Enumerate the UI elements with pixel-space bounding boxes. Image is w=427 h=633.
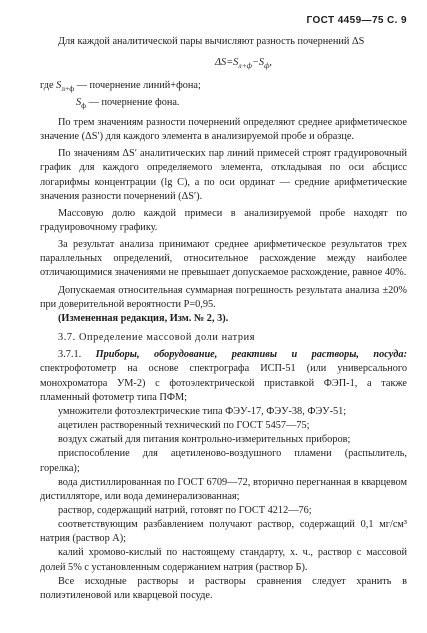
list-item: умножители фотоэлектрические типа ФЭУ-17, ФЭУ-38, ФЭУ-51;: [58, 405, 347, 417]
paragraph-graph: По значениям ΔS′ аналитических пар линий примесей строят градуировочный график для каждого определяемого элемента, откладывая по оси абсцисс логарифмы концентрации (lg C), а по оси ординат — средние арифметические значения разности почернений (ΔS′).: [40, 148, 407, 202]
section-371-title: Приборы, оборудование, реактивы и растворы, посуда:: [95, 349, 407, 361]
formula-term1-sub: л+ф: [238, 61, 252, 71]
section-371-number: 3.7.1.: [58, 349, 82, 361]
section-371: [40, 348, 407, 405]
page-header: ГОСТ 4459—75 С. 9: [306, 15, 407, 26]
where-s1-text: — почернение линий+фона;: [76, 79, 201, 91]
paragraph-error: Допускаемая относительная суммарная погрешность результата анализа ±20% при доверительной вероятности P=0,95.: [40, 284, 407, 310]
paragraph-mean: По трем значениям разности почернений определяют среднее арифметическое значение (ΔS′) для каждого элемента в анализируемой пробе и образце.: [40, 116, 407, 143]
paragraph-mass-fraction: Массовую долю каждой примеси в анализируемой пробе находят по градуировочному графику.: [40, 207, 407, 234]
paragraph-result: За результат анализа принимают среднее арифметическое результатов трех параллельных определений, относительное расхождение между наиболее отличающимися значениями не превышает допускаемое расхождение, равное 40%.: [40, 239, 407, 279]
formula-minus: −: [251, 57, 259, 69]
formula-delta-s: [80, 56, 407, 73]
list-item: ацетилен растворенный технический по ГОСТ 5457—75;: [58, 420, 310, 432]
formula-term2: S: [258, 57, 265, 69]
where-s1-sub: л+ф: [61, 83, 75, 93]
where-line-2: [40, 96, 407, 113]
list-item: соответствующим разбавлением получают раствор, содержащий 0,1 мг/см³ натрия (раствор А);: [40, 519, 407, 545]
where-s2: S: [76, 96, 82, 108]
paragraph-delta-s: Для каждой аналитической пары вычисляют разность почернений ΔS: [58, 36, 365, 48]
section-heading-sodium: 3.7. Определение массовой доли натрия: [58, 332, 256, 344]
section-371-text: спектрофотометр на основе спектрографа ИСП-51 (или универсального монохроматора УМ-2) с фотоэлектрической приставкой ФЭП-1, а также пламенный фотометр типа ПФМ;: [40, 363, 407, 403]
list-item: вода дистиллированная по ГОСТ 6709—72, вторично перегнанная в кварцевом дистилляторе, или вода деминерализованная;: [40, 476, 407, 502]
formula-term1: S: [233, 57, 239, 69]
where-s2-sub: ф: [81, 100, 87, 110]
list-item: воздух сжатый для питания контрольно-измерительных приборов;: [58, 434, 351, 446]
list-item: калий хромово-кислый по настоящему стандарту, х. ч., раствор с массовой долей 5% с установленным содержанием натрия (раствор Б).: [40, 547, 407, 573]
list-item: раствор, содержащий натрий, готовят по ГОСТ 4212—76;: [58, 504, 312, 516]
list-item: приспособление для ацетиленово-воздушного пламени (распылитель, горелка);: [40, 448, 407, 474]
where-s2-text: — почернение фона.: [88, 96, 180, 108]
list-item: Все исходные растворы и растворы сравнения следует хранить в полиэтиленовой или кварцевой посуде.: [40, 575, 407, 601]
where-s1: S: [56, 79, 62, 91]
formula-end: ,: [269, 57, 272, 69]
formula-term2-sub: ф: [264, 61, 270, 71]
formula-eq: =: [226, 57, 234, 69]
where-line-1: [40, 79, 407, 96]
revision-note: (Измененная редакция, Изм. № 2, 3).: [58, 312, 229, 324]
formula-lhs: ΔS: [215, 57, 227, 69]
where-lead: где: [40, 79, 54, 91]
